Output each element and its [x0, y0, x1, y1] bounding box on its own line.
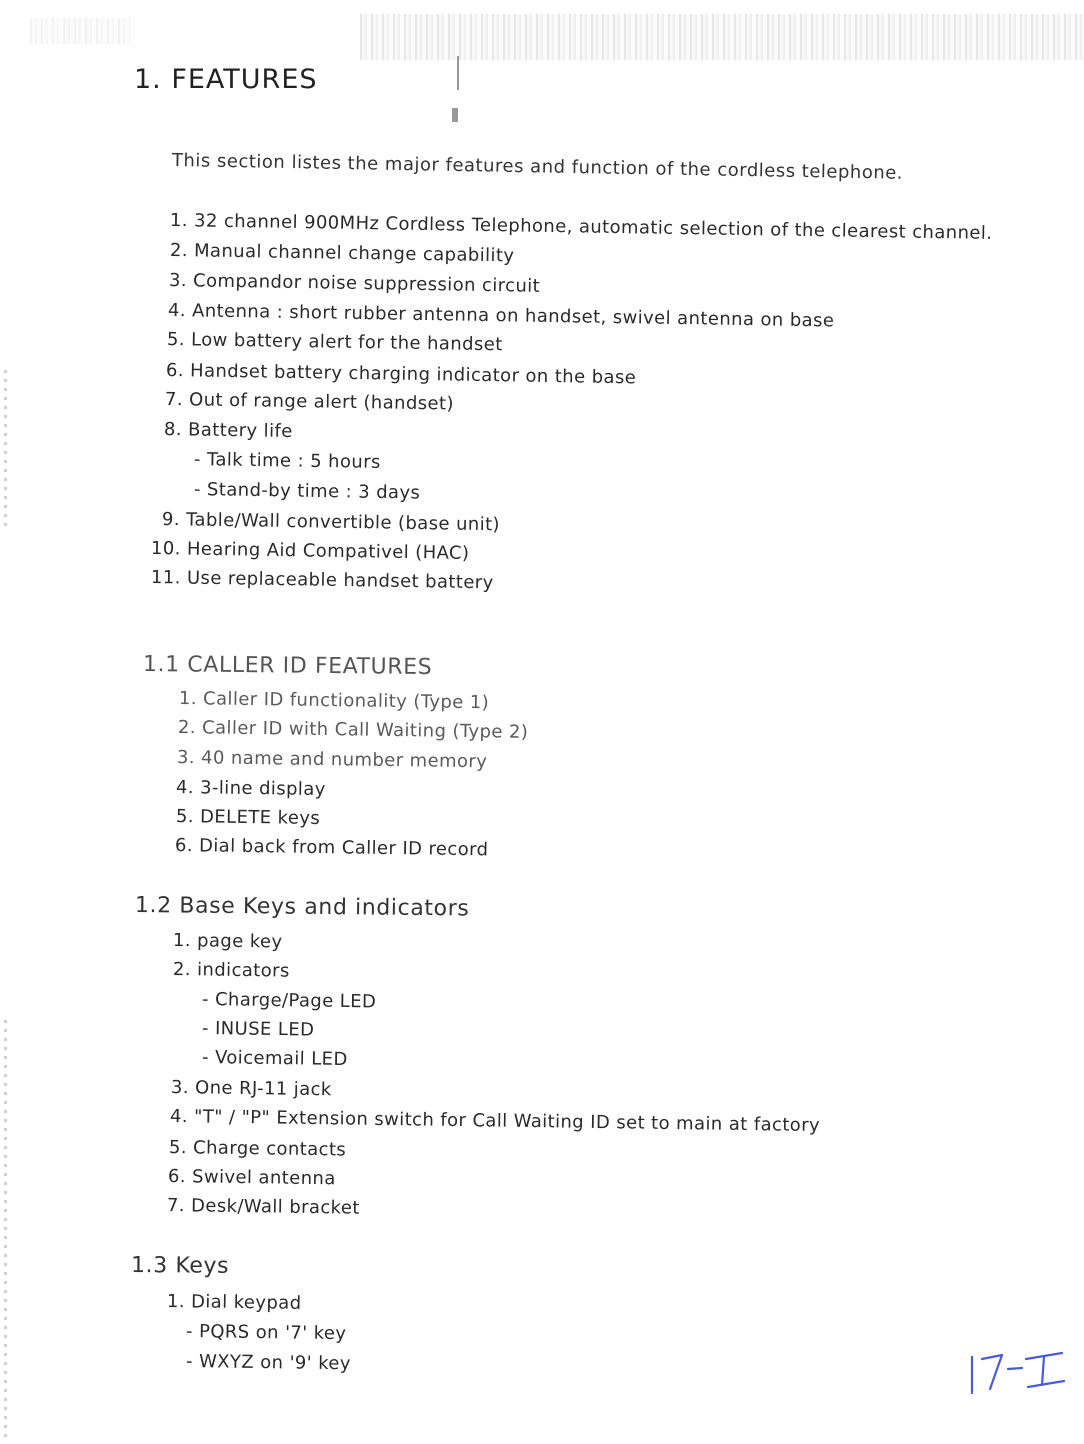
feature-subitem: - Stand-by time : 3 days [193, 479, 421, 504]
feature-item: 9. Table/Wall convertible (base unit) [161, 509, 501, 536]
base-keys-subitem: - INUSE LED [201, 1018, 315, 1041]
feature-item: 3. Compandor noise suppression circuit [168, 270, 541, 297]
caller-id-item: 3. 40 name and number memory [176, 747, 488, 773]
base-keys-subitem: - Charge/Page LED [201, 989, 377, 1013]
feature-item: 7. Out of range alert (handset) [164, 389, 455, 415]
section-1-1-title: 1.1 CALLER ID FEATURES [142, 652, 433, 681]
keys-item: 1. Dial keypad [166, 1291, 302, 1314]
base-keys-item: 4. "T" / "P" Extension switch for Call Waiting ID set to main at factory [169, 1106, 821, 1137]
feature-subitem: - Talk time : 5 hours [193, 449, 381, 473]
caller-id-item: 6. Dial back from Caller ID record [174, 835, 489, 861]
feature-item: 4. Antenna : short rubber antenna on handset, swivel antenna on base [167, 300, 835, 332]
scan-edge-left [4, 370, 7, 530]
feature-item: 11. Use replaceable handset battery [150, 567, 494, 594]
caller-id-item: 1. Caller ID functionality (Type 1) [178, 688, 490, 714]
handwritten-page-mark [968, 1345, 1068, 1400]
feature-item: 2. Manual channel change capability [169, 240, 515, 267]
caller-id-item: 5. DELETE keys [175, 806, 321, 830]
section-1-title: 1. FEATURES [134, 64, 318, 95]
base-keys-item: 6. Swivel antenna [167, 1166, 336, 1190]
base-keys-item: 7. Desk/Wall bracket [166, 1195, 360, 1219]
section-1-2-title: 1.2 Base Keys and indicators [134, 893, 470, 922]
caller-id-item: 4. 3-line display [175, 777, 326, 801]
scan-edge-left-lower [4, 1020, 7, 1440]
feature-item: 1. 32 channel 900MHz Cordless Telephone, automatic selection of the clearest channel. [169, 210, 993, 244]
base-keys-item: 3. One RJ-11 jack [170, 1077, 332, 1101]
feature-item: 8. Battery life [163, 419, 293, 443]
base-keys-item: 1. page key [172, 930, 283, 953]
section-1-intro: This section listes the major features and function of the cordless telephone. [171, 150, 904, 184]
scan-speck-2 [452, 108, 458, 122]
scan-noise-top [360, 14, 1084, 60]
base-keys-subitem: - Voicemail LED [201, 1047, 348, 1071]
keys-subitem: - PQRS on '7' key [185, 1321, 347, 1345]
feature-item: 6. Handset battery charging indicator on the base [165, 360, 637, 389]
scan-speck [457, 56, 459, 90]
caller-id-item: 2. Caller ID with Call Waiting (Type 2) [177, 717, 529, 743]
feature-item: 10. Hearing Aid Compativel (HAC) [150, 538, 470, 565]
scan-noise-top-left [30, 18, 130, 44]
base-keys-item: 5. Charge contacts [168, 1137, 347, 1161]
feature-item: 5. Low battery alert for the handset [166, 329, 503, 356]
section-1-3-title: 1.3 Keys [130, 1253, 230, 1279]
base-keys-item: 2. indicators [172, 959, 290, 982]
keys-subitem: - WXYZ on '9' key [185, 1351, 352, 1375]
